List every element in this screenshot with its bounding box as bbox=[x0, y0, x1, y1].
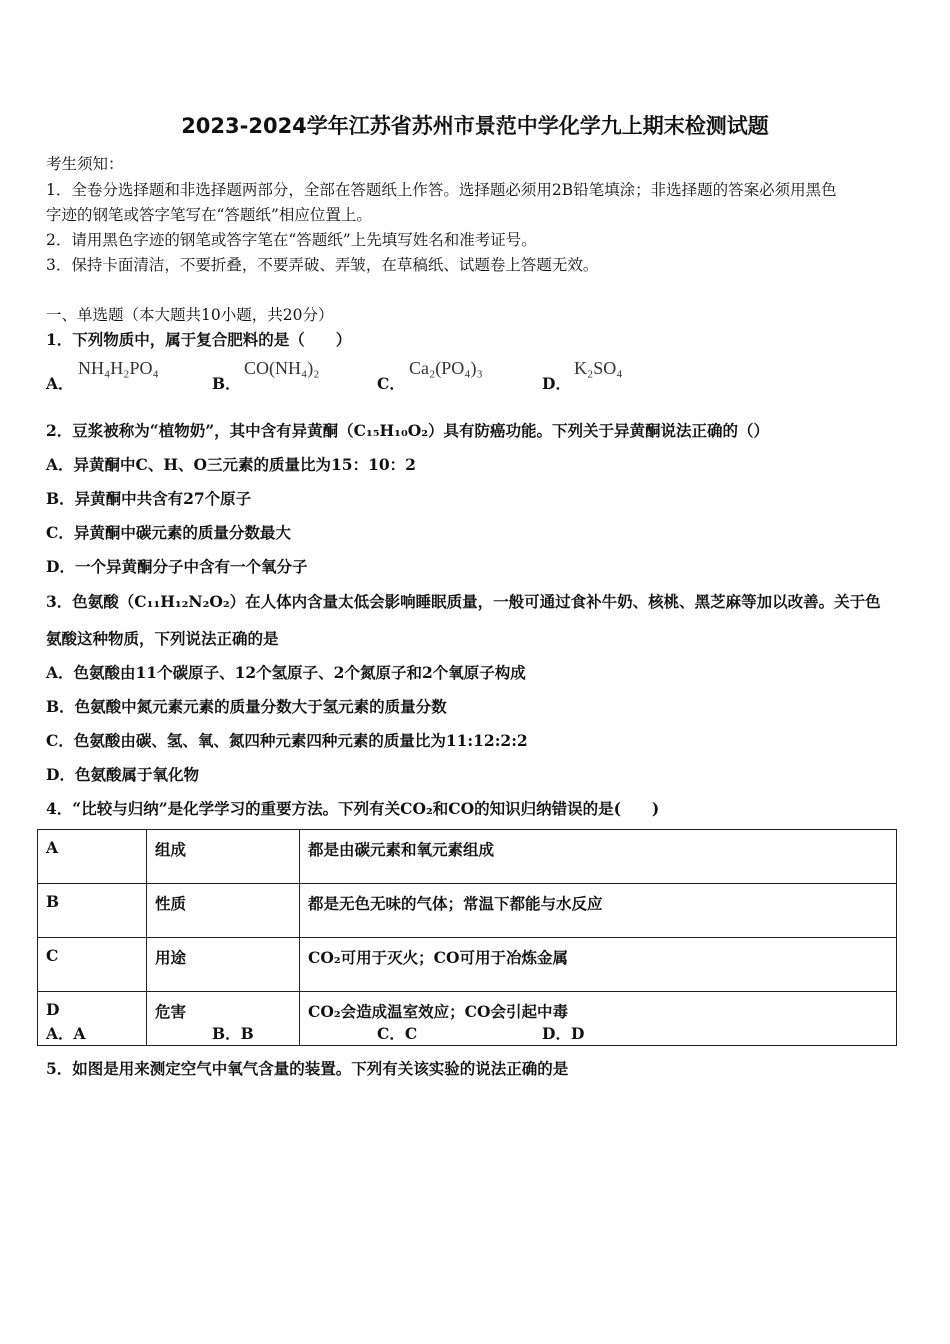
question-3-stem-cont: 氨酸这种物质，下列说法正确的是 bbox=[46, 629, 279, 648]
table-row bbox=[38, 830, 897, 884]
row-aspect: 危害 bbox=[147, 992, 300, 1046]
row-letter: B bbox=[38, 884, 147, 938]
question-2-option: C．异黄酮中碳元素的质量分数最大 bbox=[46, 523, 291, 542]
row-letter: C bbox=[38, 938, 147, 992]
question-3-option: B．色氨酸中氮元素元素的质量分数大于氢元素的质量分数 bbox=[46, 697, 447, 716]
option-label: A． bbox=[46, 374, 74, 393]
row-aspect: 用途 bbox=[147, 938, 300, 992]
question-3-stem: 3．色氨酸（C₁₁H₁₂N₂O₂）在人体内含量太低会影响睡眠质量，一般可通过食补牛奶、核桃、黑芝麻等加以改善。关于色 bbox=[46, 592, 881, 611]
answer-option: C．C bbox=[377, 1024, 418, 1043]
question-2-stem: 2．豆浆被称为“植物奶”，其中含有异黄酮（C₁₅H₁₀O₂）具有防癌功能。下列关于异黄酮说法正确的（） bbox=[46, 421, 770, 440]
notice-heading: 考生须知： bbox=[46, 155, 124, 173]
question-5-stem: 5．如图是用来测定空气中氧气含量的装置。下列有关该实验的说法正确的是 bbox=[46, 1059, 569, 1078]
answer-option: A．A bbox=[46, 1024, 86, 1043]
option-formula: Ca₂(PO₄)₃ bbox=[409, 358, 483, 378]
notice-item: 3．保持卡面清洁，不要折叠，不要弄破、弄皱，在草稿纸、试题卷上答题无效。 bbox=[46, 256, 599, 274]
row-aspect: 组成 bbox=[147, 830, 300, 884]
option-label: D． bbox=[542, 374, 571, 393]
question-1-stem: 1．下列物质中，属于复合肥料的是（ ） bbox=[46, 330, 352, 349]
question-1-options bbox=[46, 358, 906, 394]
row-content: CO₂会造成温室效应；CO会引起中毒 bbox=[300, 992, 897, 1046]
table-row bbox=[38, 884, 897, 938]
option-formula: CO(NH₄)₂ bbox=[244, 358, 320, 378]
row-letter: A bbox=[38, 830, 147, 884]
question-4-stem: 4．“比较与归纳”是化学学习的重要方法。下列有关CO₂和CO的知识归纳错误的是( ) bbox=[46, 799, 660, 818]
question-3-option: D．色氨酸属于氧化物 bbox=[46, 765, 199, 784]
question-2-option: A．异黄酮中C、H、O三元素的质量比为15：10：2 bbox=[46, 455, 416, 474]
notice-item: 字迹的钢笔或答字笔写在“答题纸”相应位置上。 bbox=[46, 206, 372, 224]
row-content: 都是无色无味的气体；常温下都能与水反应 bbox=[300, 884, 897, 938]
row-aspect: 性质 bbox=[147, 884, 300, 938]
notice-item: 1．全卷分选择题和非选择题两部分，全部在答题纸上作答。选择题必须用2B铅笔填涂；非选择题的答案必须用黑色 bbox=[46, 181, 837, 199]
row-content: CO₂可用于灭火；CO可用于冶炼金属 bbox=[300, 938, 897, 992]
section-heading: 一、单选题（本大题共10小题，共20分） bbox=[46, 306, 334, 324]
option-formula: NH₄H₂PO₄ bbox=[78, 358, 159, 378]
answer-option: D．D bbox=[542, 1024, 585, 1043]
question-3-option: A．色氨酸由11个碳原子、12个氢原子、2个氮原子和2个氧原子构成 bbox=[46, 663, 526, 682]
question-2-option: D．一个异黄酮分子中含有一个氧分子 bbox=[46, 557, 308, 576]
answer-option: B．B bbox=[212, 1024, 254, 1043]
row-letter: D bbox=[38, 992, 147, 1046]
comparison-table bbox=[37, 829, 897, 1046]
table-row bbox=[38, 992, 897, 1046]
table-row bbox=[38, 938, 897, 992]
option-formula: K₂SO₄ bbox=[574, 358, 623, 378]
row-content: 都是由碳元素和氧元素组成 bbox=[300, 830, 897, 884]
notice-item: 2．请用黑色字迹的钢笔或答字笔在“答题纸”上先填写姓名和准考证号。 bbox=[46, 231, 537, 249]
question-3-option: C．色氨酸由碳、氢、氧、氮四种元素四种元素的质量比为11:12:2:2 bbox=[46, 731, 528, 750]
page-title: 2023-2024学年江苏省苏州市景范中学化学九上期末检测试题 bbox=[181, 114, 769, 138]
question-2-option: B．异黄酮中共含有27个原子 bbox=[46, 489, 252, 508]
option-label: C． bbox=[377, 374, 405, 393]
option-label: B． bbox=[212, 374, 241, 393]
